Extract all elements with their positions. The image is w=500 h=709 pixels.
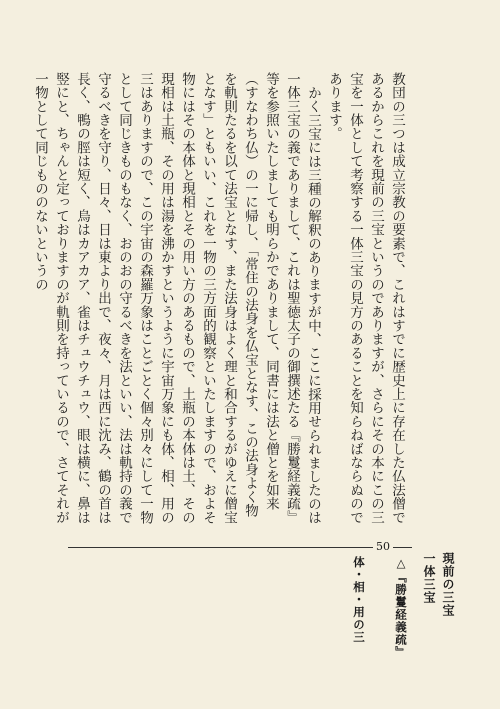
- body-text: [32, 72, 407, 527]
- paragraph-1: 教団の三つは成立宗教の要素で、これはすでに歴史上に存在した仏法僧であるからこれを現前の三宝というのでありますが、さらにその本にこの三宝を一体として考察する一体三宝の見方のあることを知らねばならぬのであります。: [326, 72, 405, 525]
- note-source: △『勝鬘経義疏』: [394, 556, 408, 659]
- note-topic: 体・相・用の三: [352, 556, 366, 644]
- footer-rule: [68, 547, 412, 548]
- paragraph-2: かく三宝には三種の解釈のありますが中、ここに採用せられましたのは一体三宝の義でありまして、これは聖徳太子の御撰述たる『勝鬘経義疏』等を参照いたしましても明らかでありまして、同書には法と僧とを如来（すなわち仏）の一に帰し、「常住の法身を仏宝となす、この法身よく物を軌則たるを以て法宝となす、また法身はよく理と和合するがゆえに僧宝となす」ともいい、これを一物の三方面的観察といたしますので、およそ物にはその本体と現相とその用い方のあるもので、土瓶の本体は土、その現相は土瓶、その用は湯を沸かすというように宇宙万象にも体、相、用の三はありますので、この宇宙の森羅万象はことごとく個々別々にして一物として同じきものもなく、おのおの守るべきを法といい、法は軌持の義で守るべきを守り、日々、日は東より出で、夜々、月は西に沈み、鶴の首は長く、鴨の脛は短く、烏はカアカア、雀はチュウチュウ、眼は横に、鼻は竪にと、ちゃんと定っておりますのが軌則を持っているので、さてそれが一物として同じもののないというの: [32, 72, 321, 525]
- running-subtitle: 一体三宝: [422, 552, 436, 604]
- running-title: 現前の三宝: [441, 552, 455, 617]
- page-number: 50: [373, 540, 393, 553]
